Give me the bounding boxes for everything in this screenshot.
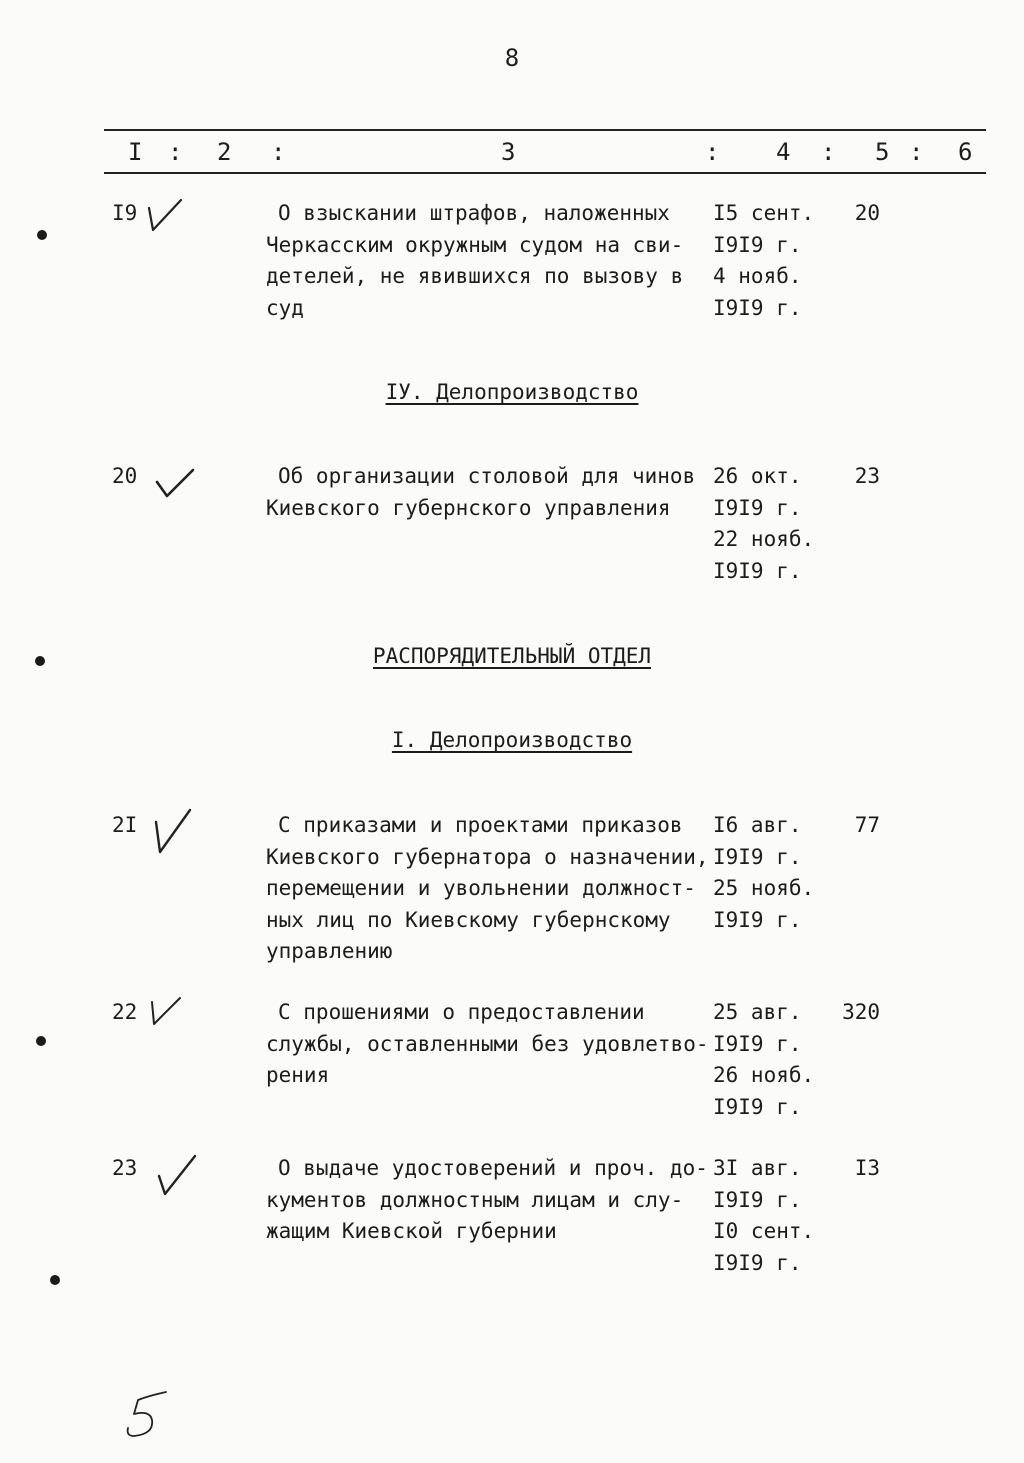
check-mark-icon — [155, 466, 197, 500]
entry-title — [266, 810, 709, 968]
date-end: 25 нояб. — [713, 876, 815, 900]
date-end: 26 нояб. — [713, 1063, 815, 1087]
column-separator: : — [909, 138, 924, 166]
entry-title-line: С приказами и проектами приказов — [278, 813, 683, 837]
entry-number: 20 — [112, 464, 138, 488]
header-bottom-rule — [104, 172, 986, 174]
entry-title-line: рения — [266, 1063, 330, 1087]
date-start-year: I9I9 г. — [713, 844, 802, 869]
check-mark-icon — [145, 198, 185, 234]
sheet-count: 320 — [842, 1000, 880, 1024]
entry-dates — [713, 810, 814, 936]
entry-title-line: жащим Киевской губернии — [266, 1219, 557, 1243]
column-separator: : — [271, 138, 286, 166]
binder-hole-dot — [35, 656, 45, 666]
section-title-text: РАСПОРЯДИТЕЛЬНЫЙ ОТДЕЛ — [372, 644, 652, 668]
binder-hole-dot — [36, 1036, 46, 1046]
sheet-count: I3 — [854, 1156, 880, 1180]
section-title-text: I. Делопроизводство — [391, 728, 633, 752]
sheet-count: 20 — [854, 201, 880, 225]
entry-title — [266, 1153, 708, 1248]
check-mark-icon — [155, 1154, 199, 1198]
date-end: 22 нояб. — [713, 527, 815, 551]
entry-title-line: кументов должностным лицам и слу- — [266, 1187, 684, 1212]
date-start: 26 окт. — [713, 464, 802, 488]
header-top-rule — [104, 129, 986, 131]
column-header-1: I — [128, 138, 143, 166]
page-number: 8 — [504, 44, 520, 72]
column-header-2: 2 — [217, 138, 232, 166]
check-mark-icon — [150, 808, 194, 856]
date-start: I6 авг. — [713, 813, 802, 837]
section-title — [0, 644, 1024, 668]
column-header-3: 3 — [501, 138, 516, 166]
binder-hole-dot — [50, 1275, 60, 1285]
date-end-year: I9I9 г. — [713, 907, 802, 932]
sheet-count: 77 — [854, 813, 880, 837]
column-separator: : — [705, 138, 720, 166]
entry-title-line: ных лиц по Киевскому губернскому — [266, 907, 671, 932]
section-title — [0, 380, 1024, 404]
date-end-year: I9I9 г. — [713, 295, 802, 320]
column-header-6: 6 — [958, 138, 973, 166]
entry-title — [266, 198, 683, 324]
entry-title-line: управлению — [266, 939, 393, 963]
date-end-year: I9I9 г. — [713, 1094, 802, 1119]
handwritten-page-mark — [118, 1388, 178, 1440]
entry-title-line: Об организации столовой для чинов — [278, 464, 696, 488]
date-start: I5 сент. — [713, 201, 815, 225]
entry-title-line: Киевского губернского управления — [266, 495, 671, 520]
entry-dates — [713, 461, 814, 587]
entry-title-line: перемещении и увольнении должност- — [266, 876, 696, 900]
section-title-text: IУ. Делопроизводство — [385, 380, 639, 404]
entry-number: 22 — [112, 1000, 138, 1024]
sheet-count: 23 — [854, 464, 880, 488]
check-mark-icon — [148, 996, 184, 1028]
binder-hole-dot — [37, 230, 47, 240]
entry-title-line: С прошениями о предоставлении — [278, 1000, 645, 1024]
entry-number: 23 — [112, 1156, 138, 1180]
entry-title — [266, 461, 695, 524]
date-start: 25 авг. — [713, 1000, 802, 1024]
column-separator: : — [821, 138, 836, 166]
date-start: 3I авг. — [713, 1156, 802, 1180]
entry-number: 2I — [112, 813, 138, 837]
section-title — [0, 728, 1024, 752]
entry-dates — [713, 198, 814, 324]
entry-dates — [713, 1153, 814, 1279]
date-start-year: I9I9 г. — [713, 495, 802, 520]
date-start-year: I9I9 г. — [713, 1187, 802, 1212]
entry-title-line: службы, оставленными без удовлетво- — [266, 1031, 709, 1056]
column-header-4: 4 — [776, 138, 791, 166]
entry-title-line: О выдаче удостоверений и проч. до- — [278, 1156, 708, 1180]
date-end: I0 сент. — [713, 1219, 815, 1243]
entry-title-line: Черкасским окружным судом на сви- — [266, 232, 684, 257]
date-end: 4 нояб. — [713, 264, 802, 288]
entry-title-line: суд — [266, 295, 304, 320]
entry-title-line: О взыскании штрафов, наложенных — [278, 201, 670, 225]
entry-title — [266, 997, 709, 1092]
column-header-5: 5 — [875, 138, 890, 166]
date-end-year: I9I9 г. — [713, 1250, 802, 1275]
entry-number: I9 — [112, 201, 138, 225]
date-start-year: I9I9 г. — [713, 232, 802, 257]
entry-dates — [713, 997, 814, 1123]
column-separator: : — [168, 138, 183, 166]
date-start-year: I9I9 г. — [713, 1031, 802, 1056]
entry-title-line: Киевского губернатора о назначении, — [266, 844, 709, 869]
date-end-year: I9I9 г. — [713, 558, 802, 583]
entry-title-line: детелей, не явившихся по вызову в — [266, 264, 684, 288]
